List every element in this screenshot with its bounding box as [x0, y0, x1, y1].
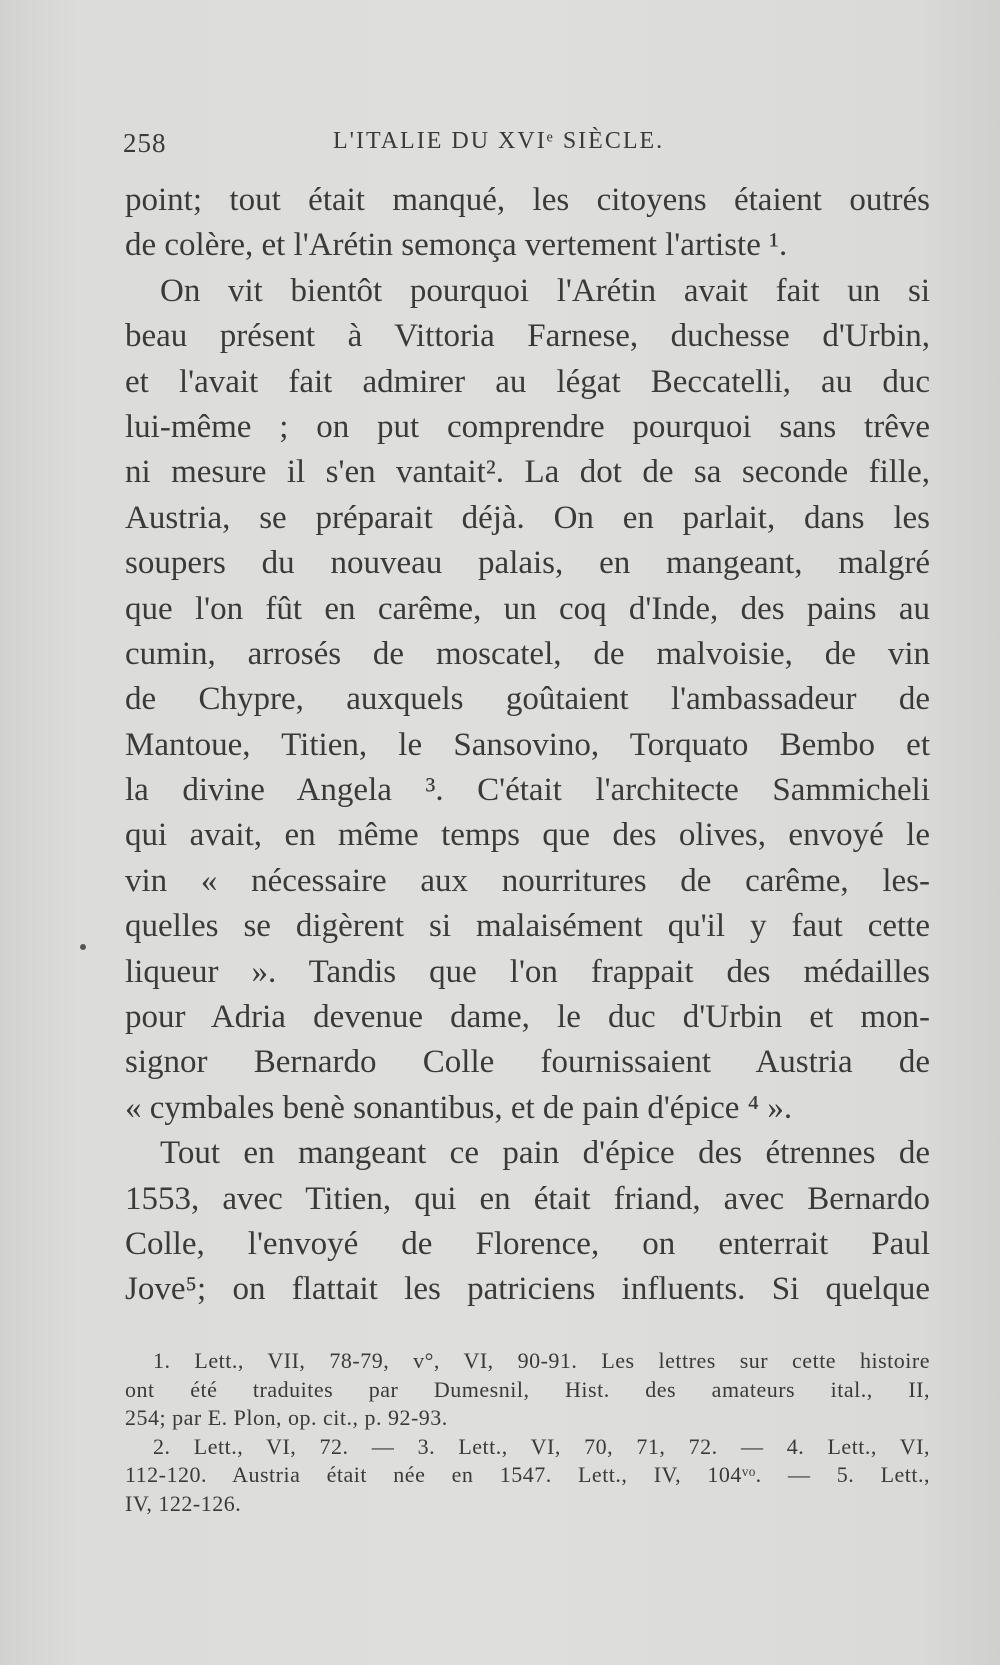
text-line: Jove⁵; on flattait les patriciens influents. Si quelque: [125, 1271, 930, 1308]
page-header: [123, 120, 930, 160]
footnote-line: ont été traduites par Dumesnil, Hist. des amateurs ital., II,: [125, 1376, 930, 1402]
text-line: que l'on fût en carême, un coq d'Inde, des pains au: [125, 590, 930, 627]
text-line: beau présent à Vittoria Farnese, duchesse d'Urbin,: [125, 318, 930, 355]
footnote-line: 112-120. Austria était née en 1547. Lett., IV, 104ᵛᵒ. — 5. Lett.,: [125, 1462, 930, 1487]
text-line: Colle, l'envoyé de Florence, on enterrait Paul: [125, 1225, 930, 1262]
footnote-line: 1. Lett., VII, 78-79, v°, VI, 90-91. Les lettres sur cette histoire: [153, 1348, 930, 1373]
text-line: de colère, et l'Arétin semonça vertement l'artiste ¹.: [125, 227, 788, 264]
text-line: la divine Angela ³. C'était l'architecte Sammicheli: [125, 772, 930, 809]
text-line: On vit bientôt pourquoi l'Arétin avait fait un si: [160, 272, 930, 309]
text-line: Austria, se préparait déjà. On en parlait, dans les: [125, 499, 930, 536]
text-line: cumin, arrosés de moscatel, de malvoisie, de vin: [125, 635, 930, 672]
footnotes: [125, 1347, 930, 1518]
text-line: Tout en mangeant ce pain d'épice des étrennes de: [160, 1135, 930, 1172]
text-line: lui-même ; on put comprendre pourquoi sans trêve: [125, 408, 930, 445]
margin-mark: [80, 944, 86, 950]
footnote-line: 254; par E. Plon, op. cit., p. 92-93.: [125, 1405, 448, 1430]
text-line: liqueur ». Tandis que l'on frappait des médailles: [125, 953, 930, 990]
page-number: 258: [123, 128, 167, 158]
body-text: [125, 178, 930, 1313]
text-line: de Chypre, auxquels goûtaient l'ambassadeur de: [125, 681, 930, 718]
running-title: L'ITALIE DU XVIᵉ SIÈCLE.: [333, 128, 665, 154]
text-line: signor Bernardo Colle fournissaient Austria de: [125, 1044, 930, 1081]
text-line: « cymbales benè sonantibus, et de pain d'épice ⁴ ».: [125, 1089, 793, 1126]
text-line: ni mesure il s'en vantait². La dot de sa seconde fille,: [125, 454, 930, 491]
text-line: pour Adria devenue dame, le duc d'Urbin et mon-: [125, 999, 930, 1036]
text-line: Mantoue, Titien, le Sansovino, Torquato Bembo et: [125, 726, 930, 763]
footnote-line: IV, 122-126.: [125, 1490, 242, 1516]
text-line: qui avait, en même temps que des olives, envoyé le: [125, 817, 930, 854]
text-line: point; tout était manqué, les citoyens étaient outrés: [125, 182, 930, 218]
text-line: et l'avait fait admirer au légat Beccatelli, au duc: [125, 363, 930, 400]
text-line: soupers du nouveau palais, en mangeant, malgré: [125, 545, 930, 582]
text-line: 1553, avec Titien, qui en était friand, avec Bernardo: [125, 1180, 930, 1217]
text-line: quelles se digèrent si malaisément qu'il y faut cette: [125, 908, 930, 945]
text-line: vin « nécessaire aux nourritures de carême, les-: [125, 862, 930, 899]
footnote-line: 2. Lett., VI, 72. — 3. Lett., VI, 70, 71, 72. — 4. Lett., VI,: [153, 1433, 930, 1459]
